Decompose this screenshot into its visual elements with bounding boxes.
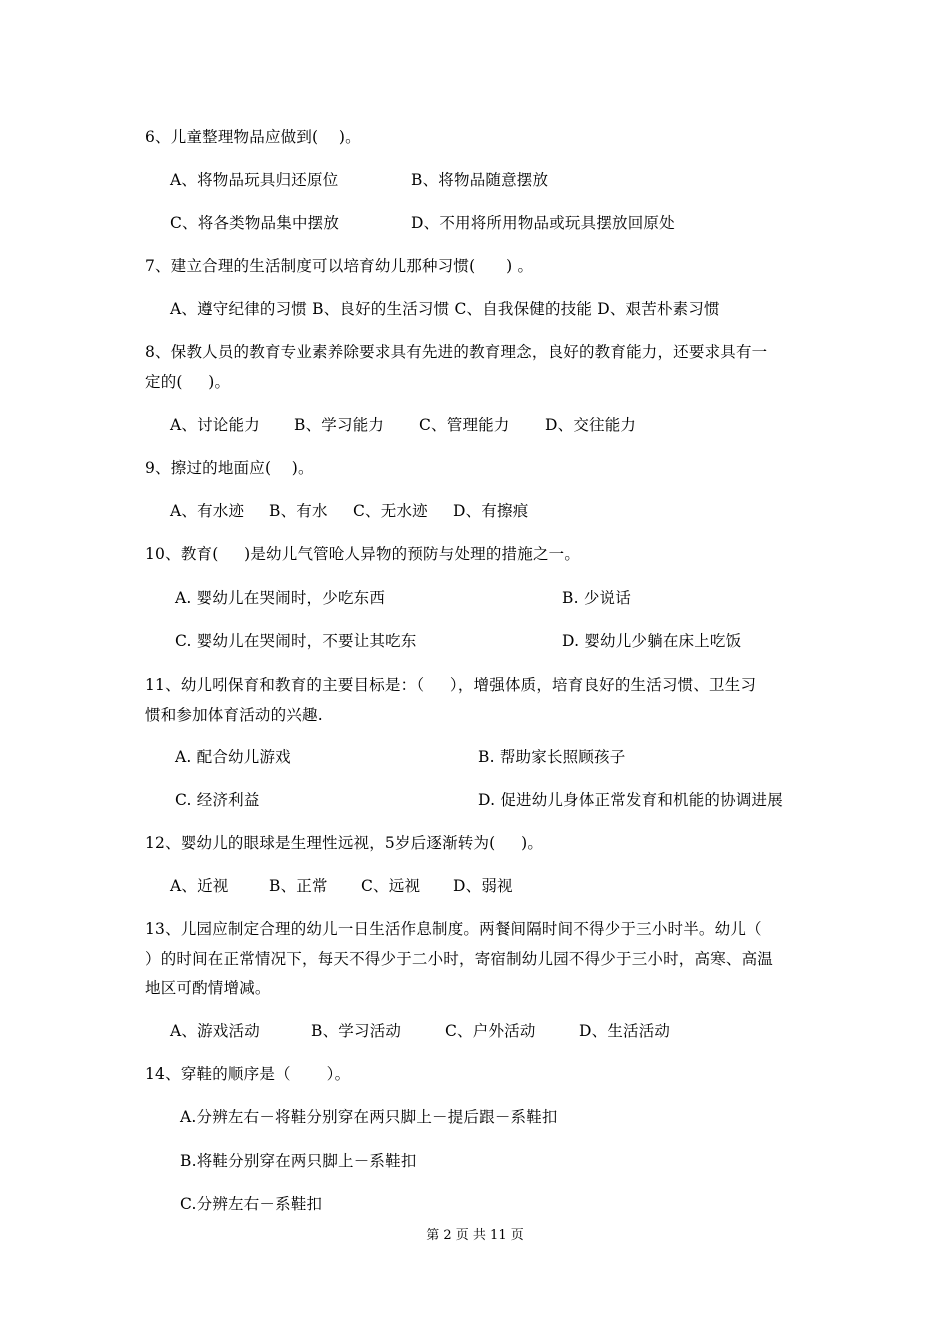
question-14-stem: 14、穿鞋的顺序是（ ）。 [145,1065,351,1083]
question-9-option-a: A、有水迹 [170,502,245,520]
question-14-option-c: C.分辨左右－系鞋扣 [180,1195,323,1213]
question-9-option-d: D、有擦痕 [453,502,529,520]
question-10-option-d: D. 婴幼儿少躺在床上吃饭 [562,632,742,650]
question-12-option-d: D、弱视 [453,877,513,895]
question-8-option-c: C、管理能力 [419,416,510,434]
question-6-stem: 6、儿童整理物品应做到( )。 [145,128,361,146]
question-11-option-d: D. 促进幼儿身体正常发育和机能的协调进展 [478,791,783,809]
question-12-option-a: A、近视 [170,877,229,895]
question-10-option-b: B. 少说话 [562,589,631,607]
question-6-option-c: C、将各类物品集中摆放 [170,214,340,232]
question-8-stem-line-2: 定的( )。 [145,373,231,391]
page-footer: 第 2 页 共 11 页 [426,1228,524,1243]
question-11-option-b: B. 帮助家长照顾孩子 [478,748,626,766]
question-12-option-b: B、正常 [269,877,328,895]
question-6-option-a: A、将物品玩具归还原位 [170,171,339,189]
question-14-option-a: A.分辨左右－将鞋分别穿在两只脚上－提后跟－系鞋扣 [180,1108,558,1126]
question-9-option-b: B、有水 [269,502,328,520]
question-13-stem-line-1: 13、儿园应制定合理的幼儿一日生活作息制度。两餐间隔时间不得少于三小时半。幼儿（ [145,920,762,938]
question-6-option-d: D、不用将所用物品或玩具摆放回原处 [411,214,675,232]
question-6-option-b: B、将物品随意摆放 [411,171,549,189]
question-11-option-a: A. 配合幼儿游戏 [175,748,291,766]
question-10-option-c: C. 婴幼儿在哭闹时，不要让其吃东 [175,632,417,650]
question-8-option-d: D、交往能力 [545,416,637,434]
question-11-option-c: C. 经济利益 [175,791,260,809]
question-7-stem: 7、建立合理的生活制度可以培育幼儿那种习惯( ) 。 [145,257,534,275]
question-14-option-b: B.将鞋分别穿在两只脚上－系鞋扣 [180,1152,417,1170]
question-11-stem-line-2: 惯和参加体育活动的兴趣. [145,706,323,724]
question-12-stem: 12、婴幼儿的眼球是生理性远视，5岁后逐渐转为( )。 [145,834,544,852]
question-7-options: A、遵守纪律的习惯 B、良好的生活习惯 C、自我保健的技能 D、艰苦朴素习惯 [170,300,720,318]
question-10-stem: 10、教育( )是幼儿气管呛人异物的预防与处理的措施之一。 [145,545,581,563]
question-13-stem-line-3: 地区可酌情增减。 [145,979,271,997]
question-9-stem: 9、擦过的地面应( )。 [145,459,314,477]
question-12-option-c: C、远视 [361,877,421,895]
question-8-stem-line-1: 8、保教人员的教育专业素养除要求具有先进的教育理念，良好的教育能力，还要求具有一 [145,343,768,361]
question-13-stem-line-2: ）的时间在正常情况下，每天不得少于二小时，寄宿制幼儿园不得少于三小时，高寒、高温 [145,950,774,968]
question-13-option-d: D、生活活动 [579,1022,671,1040]
question-9-option-c: C、无水迹 [353,502,428,520]
question-8-option-a: A、讨论能力 [170,416,260,434]
question-13-option-b: B、学习活动 [311,1022,402,1040]
question-8-option-b: B、学习能力 [294,416,385,434]
question-10-option-a: A. 婴幼儿在哭闹时，少吃东西 [175,589,386,607]
question-11-stem-line-1: 11、幼儿吲保育和教育的主要目标是：（ ），增强体质，培育良好的生活习惯、卫生习 [145,676,757,694]
question-13-option-c: C、户外活动 [445,1022,536,1040]
question-13-option-a: A、游戏活动 [170,1022,260,1040]
